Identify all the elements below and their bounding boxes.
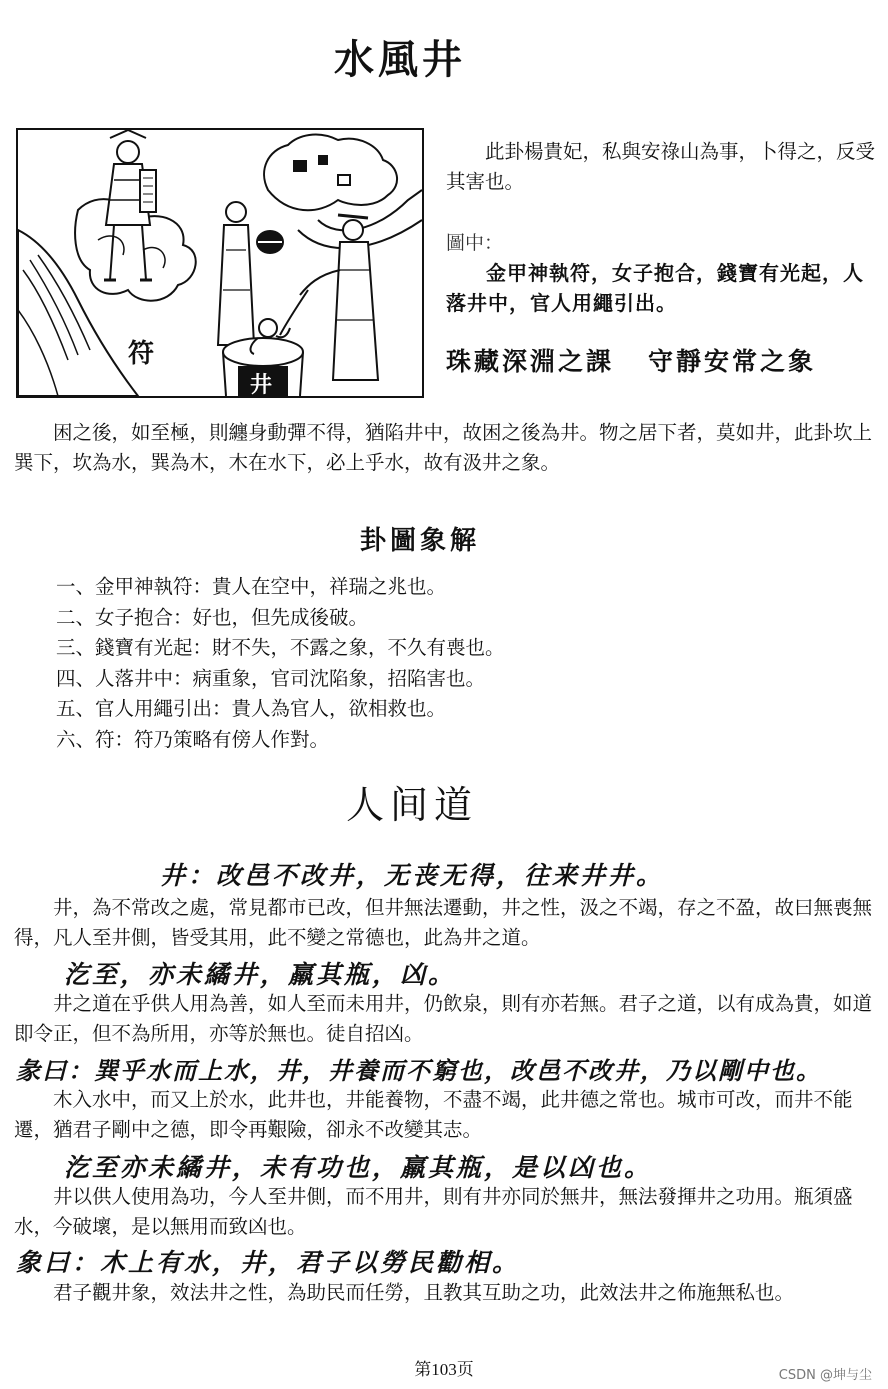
list-item: 三、錢寶有光起：財不失，不露之象，不久有喪也。 (56, 636, 505, 659)
xiang-label: 守靜安常之象 (648, 347, 817, 376)
tuzhong-label: 圖中： (446, 232, 504, 254)
intro-paragraph: 困之後，如至極，則纏身動彈不得，猶陷井中，故困之後為井。物之居下者，莫如井，此卦坎上巽下，坎為水，巽為木，木在水下，必上乎水，故有汲井之象。 (14, 421, 873, 474)
list-item: 五、官人用繩引出：貴人為官人，欲相救也。 (56, 697, 447, 720)
page-number: 第103页 (414, 1360, 474, 1379)
paragraph-4: 木入水中，而又上於水，此井也，井能養物，不盡不竭，此井德之常也。城市可改，而井不能遷，猶君子剛中之德，即令再艱險，卻永不改變其志。 (14, 1088, 853, 1141)
section-title-guatu: 卦圖象解 (359, 526, 480, 556)
paragraph-2: 井，為不常改之處，常見都市已改，但井無法遷動，井之性，汲之不竭，存之不盈，故曰無喪無得，凡人至井側，皆受其用，此不變之常德也，此為井之道。 (14, 896, 873, 949)
woodcut-drawing (18, 130, 422, 396)
woodcut-label-jing: 井 (250, 372, 273, 396)
verse-tuan: 彖曰：巽乎水而上水，井，井養而不窮也，改邑不改井，乃以剛中也。 (16, 1056, 822, 1085)
list-item: 二、女子抱合：好也，但先成後破。 (56, 605, 369, 629)
watermark: CSDN @坤与尘 (778, 1368, 872, 1383)
woodcut-label-fu: 符 (128, 339, 155, 369)
section-title-renjiandao: 人间道 (345, 783, 478, 827)
list-item: 四、人落井中：病重象，官司沈陷象，招陷害也。 (56, 666, 486, 690)
tuzhong-text: 金甲神執符，女子抱合，錢寶有光起，人落井中，官人用繩引出。 (446, 261, 864, 315)
page-title: 水風井 (334, 36, 466, 83)
verse-2: 汔至，亦未繘井，羸其瓶，凶。 (64, 960, 457, 989)
woodcut-illustration (16, 128, 424, 398)
paragraph-3: 井之道在乎供人用為善，如人至而未用井，仍飲泉，則有亦若無。君子之道，以有成為貴，如道即令正，但不為所用，亦等於無也。徒自招凶。 (14, 992, 873, 1045)
paragraph-5: 井以供人使用為功，今人至井側，而不用井，則有井亦同於無井，無法發揮井之功用。瓶須盛水，今破壞，是以無用而致凶也。 (14, 1185, 853, 1238)
ke-xiang (446, 342, 884, 378)
verse-gua-ci: 井：改邑不改井，无丧无得，往来井井。 (160, 861, 665, 890)
verse-xiang: 象曰：木上有水，井，君子以勞民勸相。 (16, 1248, 521, 1277)
intro-text: 此卦楊貴妃，私與安祿山為事，卜得之，反受其害也。 (446, 140, 876, 193)
verse-4: 汔至亦未繘井，未有功也，羸其瓶，是以凶也。 (64, 1153, 653, 1182)
ke-label: 珠藏深淵之課 (446, 347, 615, 376)
interpretation-list (56, 572, 876, 755)
list-item: 六、符：符乃策略有傍人作對。 (56, 727, 330, 751)
paragraph-6: 君子觀井象，效法井之性，為助民而任勞，且教其互助之功，此效法井之佈施無私也。 (53, 1281, 795, 1304)
list-item: 一、金甲神執符：貴人在空中，祥瑞之兆也。 (56, 575, 447, 598)
